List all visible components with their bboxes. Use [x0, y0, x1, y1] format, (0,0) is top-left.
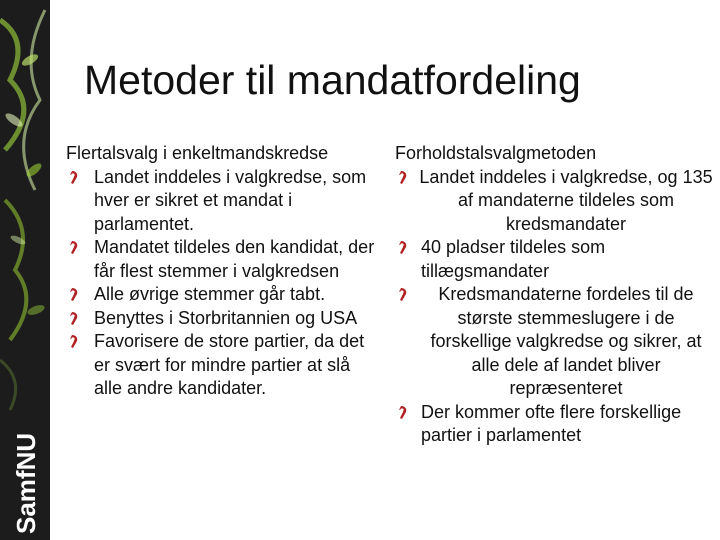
bullet-text: Favorisere de store partier, da det er svært for mindre partier at slå alle andre kandidater.	[94, 331, 365, 398]
pin-icon	[66, 170, 80, 186]
pin-icon	[395, 405, 409, 421]
bullet-text: Alle øvrige stemmer går tabt.	[94, 284, 326, 304]
list-item	[66, 166, 376, 237]
bullet-text: Der kommer ofte flere forskellige partier i parlamentet	[421, 401, 682, 445]
bullet-text: 40 pladser tildeles som tillægsmandater	[421, 237, 606, 281]
right-column	[395, 142, 715, 448]
pin-icon	[395, 170, 409, 186]
pin-icon	[395, 240, 409, 256]
slide-title: Metoder til mandatfordeling	[84, 57, 581, 103]
left-heading: Flertalsvalg i enkeltmandskredse	[66, 143, 329, 163]
bullet-text: Landet inddeles i valgkredse, som hver er sikret et mandat i parlamentet.	[94, 166, 367, 234]
list-item	[66, 307, 376, 331]
pin-icon	[66, 287, 80, 303]
bullet-text: Landet inddeles i valgkredse, og 135 af mandaterne tildeles som kredsmandater	[419, 166, 713, 234]
list-item	[395, 401, 715, 448]
list-item	[395, 166, 715, 237]
pin-icon	[395, 287, 409, 303]
list-item	[66, 236, 376, 283]
bullet-text: Benyttes i Storbritannien og USA	[94, 307, 358, 328]
bullet-text: Mandatet tildeles den kandidat, der får flest stemmer i valgkredsen	[94, 237, 375, 281]
side-decoration-strip	[0, 0, 50, 540]
list-item	[66, 330, 376, 401]
left-column	[66, 142, 376, 401]
pin-icon	[66, 334, 80, 350]
list-item	[66, 283, 376, 307]
pin-icon	[66, 240, 80, 256]
right-heading: Forholdstalsvalgmetoden	[395, 143, 597, 163]
brand-logo: SamfNU	[11, 432, 41, 534]
list-item	[395, 236, 715, 283]
bullet-text: Kredsmandaterne fordeles til de største stemmeslugere i de forskellige valgkredse og sikrer, at alle dele af landet bliver repræsenteret	[430, 284, 702, 398]
list-item	[395, 283, 715, 401]
pin-icon	[66, 311, 80, 327]
